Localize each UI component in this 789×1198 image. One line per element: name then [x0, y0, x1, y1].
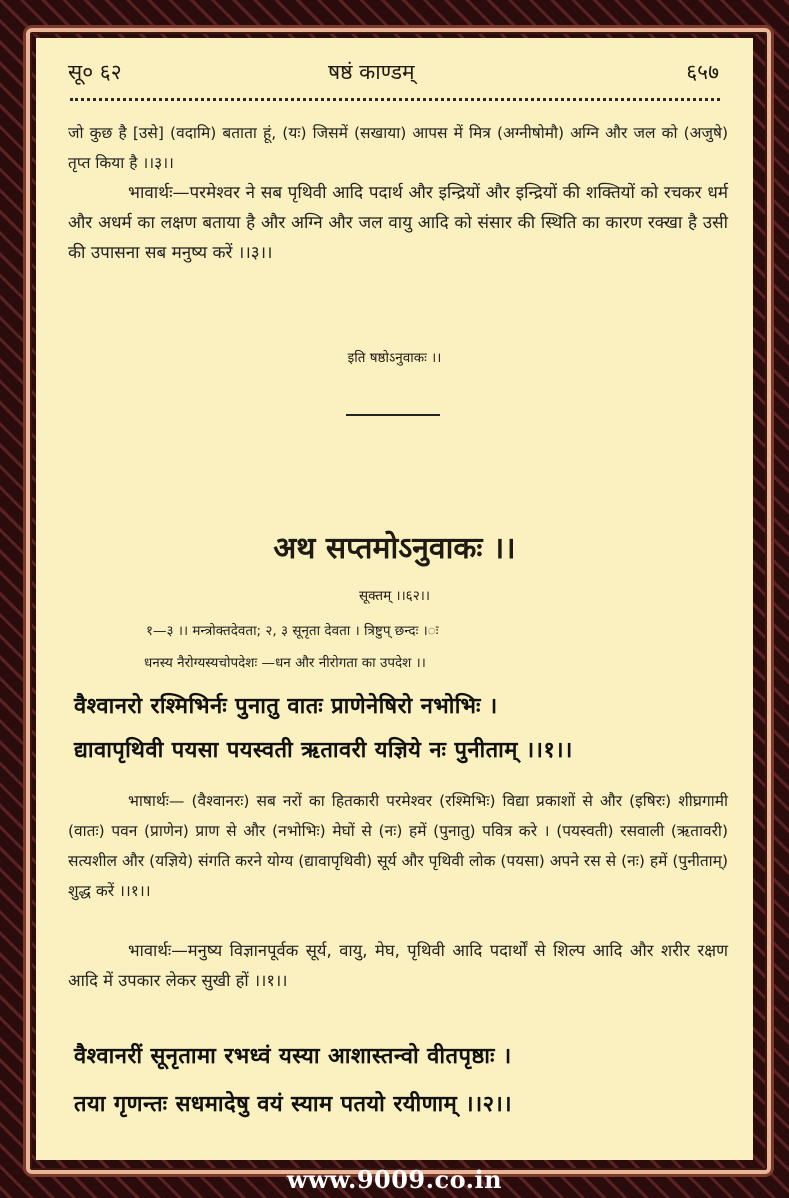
sukta-number: सूक्तम् ।।६२।।	[359, 588, 430, 604]
upadesha-line: धनस्य नैरोग्यस्यचोपदेशः —धन और नीरोगता का उपदेश ।।	[144, 655, 426, 671]
website-footer: www.9009.co.in	[286, 1165, 503, 1194]
mantra-1-line-1: वैश्वानरो रश्मिभिर्नः पुनातु वातः प्राणेनेषिरो नभोभिः ।	[74, 694, 498, 719]
page-number: ६५७	[686, 60, 719, 84]
paragraph-bhashartha-1: भाषार्थः— (वैश्वानरः) सब नरों का हितकारी परमेश्वर (रश्मिभिः) विद्या प्रकाशों से और (इषिरः) शीघ्रगामी (वातः) पवन (प्राणेन) प्राण से और (नभोभिः) मेघों से (नः) हमें (पुनातु) पवित्र करे । (पयस्वती) रसवाली (ऋतावरी) सत्यशील और (यज्ञिये) संगति करने योग्य (द्यावापृथिवी) सूर्य और पृथिवी लोक (पयसा) अपने रस से (नः) हमें (पुनीताम्) शुद्ध करें ।।१।।	[68, 792, 728, 900]
mantra-2-line-2: तया गृणन्तः सधमादेषु वयं स्याम पतयो रयीणाम् ।।२।।	[74, 1092, 512, 1117]
sutra-number: सू० ६२	[68, 60, 122, 84]
paragraph-meaning-3: जो कुछ है [उसे] (वदामि) बताता हूं, (यः) जिसमें (सखाया) आपस में मित्र (अग्नीषोमौ) अग्नि और जल को (अजुषे) तृप्त किया है ।।३।।	[68, 124, 728, 172]
mantra-1-line-2: द्यावापृथिवी पयसा पयस्वती ऋतावरी यज्ञिये नः पुनीताम् ।।१।।	[74, 738, 573, 763]
paragraph-bhavartha-3: भावार्थः—परमेश्वर ने सब पृथिवी आदि पदार्थ और इन्द्रियों और इन्द्रियों की शक्तियों को रचकर धर्म और अधर्म का लक्षण बताया है और अग्नि और जल वायु आदि को संसार की स्थिति का कारण रक्खा है उसी की उपासना सब मनुष्य करें ।।३।।	[68, 183, 728, 263]
section-rule	[346, 414, 440, 416]
section-heading: अथ सप्तमोऽनुवाकः ।।	[273, 531, 516, 566]
chapter-title: षष्ठं काण्डम्	[328, 60, 415, 84]
iti-anuvaka: इति षष्ठोऽनुवाकः ।।	[347, 350, 442, 366]
paragraph-bhavartha-1: भावार्थः—मनुष्य विज्ञानपूर्वक सूर्य, वायु, मेघ, पृथिवी आदि पदार्थों से शिल्प आदि और शरीर रक्षण आदि में उपकार लेकर सुखी हों ।।१।।	[68, 941, 728, 990]
mantra-2-line-1: वैश्वानरीं सूनृतामा रभध्वं यस्या आशास्तन्वो वीतपृष्ठाः ।	[74, 1044, 512, 1069]
devata-line: १—३ ।। मन्त्रोक्तदेवता; २, ३ सूनृता देवता । त्रिष्टुप् छन्दः ।ः	[146, 623, 439, 639]
header-divider	[70, 98, 720, 107]
page-header	[36, 56, 753, 90]
book-page	[36, 38, 753, 1160]
